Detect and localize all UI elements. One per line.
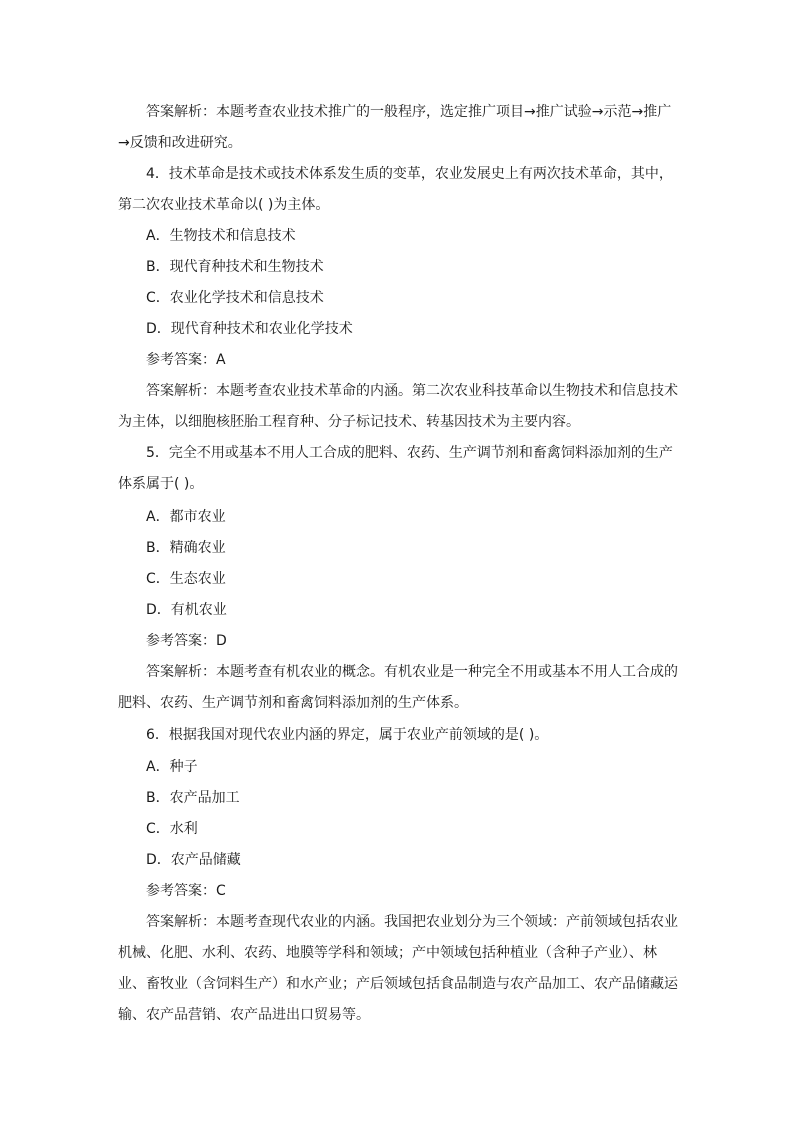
question-6-answer: 参考答案：C	[146, 883, 226, 899]
question-6-option-b: B．农产品加工	[146, 790, 240, 806]
question-4-stem: 4．技术革命是技术或技术体系发生质的变革，农业发展史上有两次技术革命，其中，第二次农业技术革命以( )为主体。	[118, 166, 673, 213]
question-5-answer: 参考答案：D	[146, 633, 227, 649]
question-5-analysis: 答案解析：本题考查有机农业的概念。有机农业是一种完全不用或基本不用人工合成的肥料、农药、生产调节剂和畜禽饲料添加剂的生产体系。	[118, 664, 678, 711]
question-6-option-a: A．种子	[146, 759, 198, 775]
question-4-answer: 参考答案：A	[146, 352, 226, 368]
question-4-option-a: A．生物技术和信息技术	[146, 228, 296, 244]
question-4-option-d: D．现代育种技术和农业化学技术	[146, 321, 353, 337]
question-6-analysis: 答案解析：本题考查现代农业的内涵。我国把农业划分为三个领域：产前领域包括农业机械、化肥、水利、农药、地膜等学科和领域；产中领域包括种植业（含种子产业）、林业、畜牧业（含饲料生产）和水产业；产后领域包括食品制造与农产品加工、农产品储藏运输、农产品营销、农产品进出口贸易等。	[118, 914, 678, 1023]
question-5-option-a: A．都市农业	[146, 509, 226, 525]
question-4-analysis: 答案解析：本题考查农业技术革命的内涵。第二次农业科技革命以生物技术和信息技术为主体，以细胞核胚胎工程育种、分子标记技术、转基因技术为主要内容。	[118, 383, 678, 430]
question-5-stem: 5．完全不用或基本不用人工合成的肥料、农药、生产调节剂和畜禽饲料添加剂的生产体系属于( )。	[118, 445, 673, 492]
analysis-q3: 答案解析：本题考查农业技术推广的一般程序，选定推广项目→推广试验→示范→推广→反馈和改进研究。	[118, 104, 672, 151]
question-4-option-b: B．现代育种技术和生物技术	[146, 259, 324, 275]
question-5-option-d: D．有机农业	[146, 602, 227, 618]
question-6-stem: 6．根据我国对现代农业内涵的界定，属于农业产前领域的是( )。	[146, 727, 549, 743]
question-5-option-c: C．生态农业	[146, 571, 226, 587]
question-6-option-c: C．水利	[146, 821, 198, 837]
question-6-option-d: D．农产品储藏	[146, 852, 241, 868]
question-5-option-b: B．精确农业	[146, 540, 226, 556]
question-4-option-c: C．农业化学技术和信息技术	[146, 290, 324, 306]
